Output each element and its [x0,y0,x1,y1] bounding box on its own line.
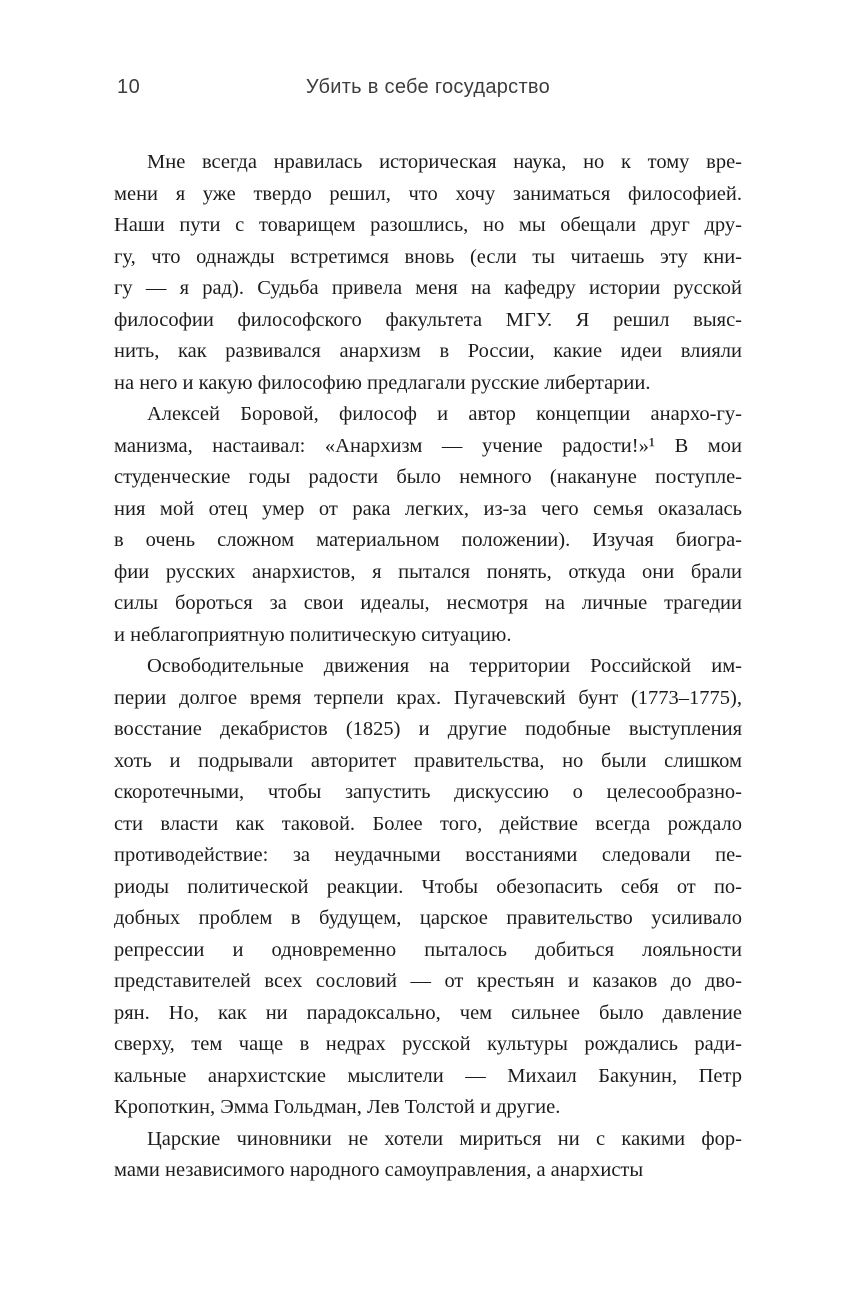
text-line: Кропоткин, Эмма Гольдман, Лев Толстой и другие. [114,1096,561,1118]
text-line: репрессии и одновременно пыталось добиться лояльности [114,938,742,961]
text-line: Освободительные движения на территории Российской им- [147,655,742,677]
text-line: мени я уже твердо решил, что хочу заниматься философией. [114,182,742,205]
paragraph [114,1124,742,1187]
text-line: манизма, настаивал: «Анархизм — учение радости!»¹ В мои [114,434,742,457]
text-line: и неблагоприятную политическую ситуацию. [114,623,512,646]
text-line: студенческие годы радости было немного (накануне поступле- [114,466,742,488]
text-line: рян. Но, как ни парадоксально, чем сильнее было давление [114,1001,742,1024]
text-line: мами независимого народного самоуправления, а анархисты [114,1159,644,1181]
text-line: хоть и подрывали авторитет правительства, но были слишком [114,749,742,772]
text-line: фии русских анархистов, я пытался понять, откуда они брали [114,560,742,583]
text-line: силы бороться за свои идеалы, несмотря на личные трагедии [114,592,742,614]
text-line: гу, что однажды встретимся вновь (если ты читаешь эту кни- [114,245,742,268]
text-line: перии долгое время терпели крах. Пугачевский бунт (1773–1775), [114,686,742,709]
text-line: гу — я рад). Судьба привела меня на кафедру истории русской [114,277,742,299]
text-line: восстание декабристов (1825) и другие подобные выступления [114,718,742,740]
text-line: сти власти как таковой. Более того, действие всегда рождало [114,812,742,835]
text-line: кальные анархистские мыслители — Михаил Бакунин, Петр [114,1064,742,1087]
text-line: риоды политической реакции. Чтобы обезопасить себя от по- [114,875,742,898]
paragraph [114,651,742,1124]
running-title: Убить в себе государство [305,76,551,98]
text-line: нить, как развивался анархизм в России, какие идеи влияли [114,340,742,362]
text-line: противодействие: за неудачными восстаниями следовали пе- [114,844,742,866]
text-line: Наши пути с товарищем разошлись, но мы обещали друг дру- [114,214,742,236]
page-body [114,147,742,1187]
page-header [114,76,742,100]
text-line: Царские чиновники не хотели мириться ни с какими фор- [147,1127,742,1150]
text-line: ния мой отец умер от рака легких, из-за чего семья оказалась [114,497,742,520]
text-line: Алексей Боровой, философ и автор концепции анархо-гу- [147,403,742,425]
text-line: сверху, тем чаще в недрах русской культуры рождались ради- [114,1033,742,1055]
text-line: в очень сложном материальном положении). Изучая биогра- [114,529,742,551]
text-line: добных проблем в будущем, царское правительство усиливало [114,907,742,929]
text-line: Мне всегда нравилась историческая наука, но к тому вре- [147,151,742,173]
paragraph [114,399,742,651]
text-line: скоротечными, чтобы запустить дискуссию о целесообразно- [114,781,742,803]
text-line: философии философского факультета МГУ. Я решил выяс- [114,308,742,331]
page-number: 10 [117,76,141,98]
text-line: представителей всех сословий — от крестьян и казаков до дво- [114,970,742,992]
paragraph [114,147,742,399]
text-line: на него и какую философию предлагали русские либертарии. [114,371,651,394]
